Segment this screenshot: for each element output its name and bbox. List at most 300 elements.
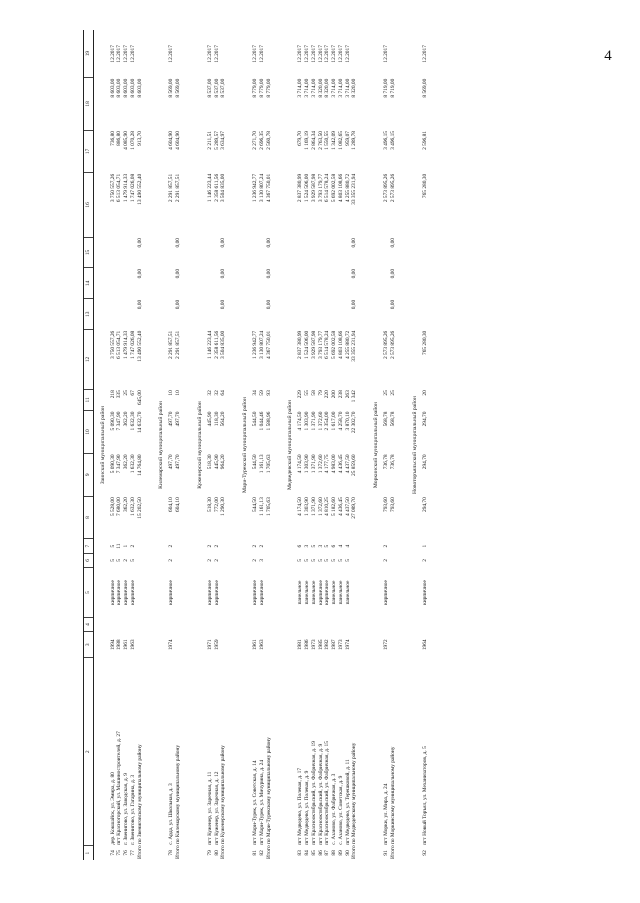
total-cell: 2 291 857,51 (175, 173, 182, 203)
total-cell: 10 (175, 390, 182, 396)
table-cell: пгт Куженер, ул. Заречная, д. 12 (213, 771, 220, 845)
total-cell: 14 632,70 (136, 411, 143, 434)
district-total-row (351, 30, 362, 860)
total-cell: 497,70 (175, 454, 182, 470)
table-cell: 2 (168, 544, 175, 548)
table-cell: 6 513 054,71 (116, 330, 123, 360)
table-cell: 4 (337, 544, 344, 548)
table-cell: панельное (297, 580, 304, 605)
table-cell: 8 719,00 (383, 78, 390, 98)
table-cell: 8 603,00 (116, 78, 123, 98)
table-cell: панельное (344, 580, 351, 605)
table-cell: 12.2017 (109, 45, 116, 63)
table-body (84, 30, 434, 860)
table-cell: 81 (252, 850, 259, 856)
total-cell (137, 30, 148, 78)
district-title: Мари-Турекский муниципальный район (242, 397, 249, 493)
table-cell (338, 268, 345, 299)
table-cell: 4 174,50 (297, 411, 304, 431)
table-cell: 2 596,81 (421, 131, 428, 150)
table-cell: 4 437,50 (344, 454, 351, 474)
table-cell: 544,50 (252, 497, 259, 512)
table-cell (422, 268, 429, 299)
table-cell: 679,70 (297, 131, 304, 146)
table-cell (252, 299, 259, 330)
table-cell: 8 569,00 (421, 78, 428, 98)
total-cell (137, 553, 148, 567)
table-cell: 238 (337, 390, 344, 399)
table-cell (383, 617, 390, 631)
table-cell: дер. Кокшайск, ул. Эмира, д. 80 (109, 772, 116, 845)
total-cell: 13 490 552,40 (136, 173, 143, 205)
table-cell (304, 268, 311, 299)
table-cell: пгт Красногорский, ул. Машиностроителей, д. 27 (116, 731, 123, 845)
table-cell: 12.2017 (252, 45, 259, 63)
table-cell: 1 371,90 (310, 411, 317, 431)
total-cell: 8 719,00 (389, 78, 396, 98)
total-cell (175, 553, 186, 567)
table-cell: пгт Краснооктябрьский, ул. Фабричная, д. 15 (324, 741, 331, 845)
table-cell: 1981 (297, 639, 304, 651)
total-cell (137, 632, 148, 658)
table-cell: 1961 (252, 639, 259, 651)
total-cell: 4 367 750,01 (265, 330, 272, 360)
table-cell: 3 750 557,26 (109, 173, 116, 203)
table-cell (252, 237, 259, 268)
table-cell (338, 617, 345, 631)
table-cell: 7 347,90 (116, 454, 123, 474)
table-cell: 86 (317, 850, 324, 856)
table-row (116, 30, 123, 860)
table-cell: 12.2017 (310, 45, 317, 63)
table-cell: 2 (206, 544, 213, 548)
table-cell: кирпичное (324, 580, 331, 605)
total-cell: 1 588,96 (265, 411, 272, 431)
table-cell: 1 550,55 (324, 131, 331, 150)
table-cell: 5 528,00 (109, 497, 116, 517)
total-cell: 3 504 835,00 (220, 173, 227, 203)
table-cell: 793,60 (383, 497, 390, 512)
table-cell: 1988 (116, 639, 123, 651)
total-cell: 4 604,90 (175, 131, 182, 150)
table-cell: кирпичное (123, 580, 130, 605)
table-cell: 12.2017 (297, 45, 304, 63)
table-cell: 2 (206, 559, 213, 562)
table-cell (110, 268, 117, 299)
column-number: 8 (84, 496, 94, 539)
total-cell: 15 202,50 (136, 497, 143, 519)
table-cell (383, 268, 390, 299)
total-cell (351, 568, 362, 618)
table-cell: 544,50 (252, 411, 259, 427)
table-cell: 2 (168, 559, 175, 562)
table-cell: 8 320,00 (317, 78, 324, 98)
table-cell (297, 617, 304, 631)
table-cell: 5 (129, 559, 136, 562)
district-total-row (266, 30, 277, 860)
table-cell: 362,20 (123, 411, 130, 427)
table-cell: 12.2017 (331, 45, 338, 63)
total-cell: 0,00 (220, 238, 227, 248)
table-cell: 4 604,90 (168, 131, 175, 150)
table-cell: 1 236 942,77 (252, 173, 259, 203)
table-cell: кирпичное (116, 580, 123, 605)
table-cell: кирпичное (129, 580, 136, 605)
table-cell: 4 803 108,66 (337, 173, 344, 203)
total-cell (266, 30, 277, 78)
table-cell: 4 436,45 (337, 497, 344, 517)
table-cell: 7 347,90 (116, 411, 123, 431)
table-cell: панельное (310, 580, 317, 605)
table-cell: 3 496,15 (383, 131, 390, 150)
table-cell: 3 130 807,24 (258, 330, 265, 360)
table-cell (345, 617, 352, 631)
table-cell: 1973 (310, 639, 317, 651)
table-cell: 12.2017 (206, 45, 213, 63)
table-cell (116, 617, 123, 631)
total-cell: 0,00 (351, 268, 358, 279)
total-cell: 3 634,97 (220, 131, 227, 150)
table-cell: 445,90 (213, 454, 220, 470)
table-cell: 91 (383, 850, 390, 856)
total-cell (137, 539, 148, 553)
column-number: 3 (84, 632, 94, 658)
table-cell: 1 372,60 (317, 454, 324, 474)
district-section-header (236, 30, 252, 860)
total-cell: 8 569,00 (175, 78, 182, 98)
table-row (130, 30, 137, 860)
table-cell (214, 299, 221, 330)
table-cell: 1986 (304, 639, 311, 651)
total-cell (220, 617, 231, 631)
table-cell: 362,20 (123, 454, 130, 470)
table-cell: 2 291 857,51 (168, 330, 175, 360)
table-cell: 218 (109, 390, 116, 399)
table-cell: 2 (213, 544, 220, 548)
table-cell: 67 (129, 390, 136, 396)
table-cell: 2 763,50 (317, 131, 324, 150)
table-cell: кирпичное (258, 580, 265, 605)
table-cell: 118,30 (213, 411, 220, 427)
table-cell: 2 (252, 544, 259, 548)
table-cell: 4 174,50 (297, 454, 304, 474)
table-cell: кирпичное (317, 580, 324, 605)
district-title: Куженерский муниципальный район (196, 401, 203, 489)
table-cell: 7 680,00 (116, 497, 123, 517)
table-cell: 2 358 611,56 (213, 173, 220, 202)
total-cell (220, 539, 231, 553)
table-row (345, 30, 352, 860)
table-cell (123, 299, 130, 330)
district-section-header (367, 30, 383, 860)
table-cell (130, 237, 137, 268)
table-cell (338, 299, 345, 330)
table-cell: 78 (168, 850, 175, 856)
table-cell (331, 237, 338, 268)
table-cell: 2 (383, 544, 390, 548)
table-cell: 3 929 587,98 (310, 330, 317, 360)
table-cell: 8 779,00 (252, 78, 259, 98)
table-cell: 8 603,00 (123, 78, 130, 98)
table-cell: 362,20 (123, 497, 130, 512)
total-cell (220, 553, 231, 567)
table-cell: 1 (123, 544, 130, 548)
table-cell: 229 (297, 390, 304, 399)
table-cell: 6 514 578,24 (324, 330, 331, 360)
table-cell (259, 237, 266, 268)
total-cell: 8 779,00 (265, 78, 272, 98)
total-cell (175, 632, 186, 658)
table-cell: кирпичное (168, 580, 175, 605)
table-cell: 2 (129, 544, 136, 548)
total-cell: 0,00 (175, 268, 182, 279)
total-cell: 568,78 (389, 411, 396, 427)
district-total-label: Итого по Звениговскому муниципальному району (136, 744, 143, 859)
table-cell: 1961 (123, 639, 130, 651)
table-cell: 220 (324, 390, 331, 399)
table-cell: 32 (206, 390, 213, 396)
column-number-header (84, 30, 94, 860)
table-cell (110, 617, 117, 631)
total-cell: 2 291 857,51 (175, 330, 182, 360)
table-cell (130, 617, 137, 631)
table-cell: 3 714,00 (304, 78, 311, 98)
table-cell: 4 174,50 (297, 497, 304, 517)
table-cell (324, 237, 331, 268)
table-cell: 12.2017 (317, 45, 324, 63)
total-cell: 1 705,63 (265, 497, 272, 517)
table-cell: 4 437,50 (344, 497, 351, 517)
table-cell (383, 237, 390, 268)
table-row (297, 30, 304, 860)
table-row (207, 30, 214, 860)
table-cell: 4 436,45 (337, 454, 344, 474)
total-cell: 1 290,30 (220, 497, 227, 517)
table-cell: кирпичное (383, 580, 390, 605)
total-cell: 0,00 (389, 268, 396, 279)
table-cell: 294,70 (421, 497, 428, 512)
table-cell: 2 (123, 559, 130, 562)
table-cell (214, 617, 221, 631)
table-cell: 34 (252, 390, 259, 396)
table-cell: с. Арда, ул. Школьная, д. 3 (168, 783, 175, 845)
table-cell: 12.2017 (304, 45, 311, 63)
total-cell: 27 089,70 (351, 497, 358, 519)
table-cell: 1 070,28 (129, 131, 136, 150)
table-row (338, 30, 345, 860)
table-row (252, 30, 259, 860)
table-cell (207, 299, 214, 330)
table-cell: 90 (344, 850, 351, 856)
total-cell (351, 617, 362, 631)
table-cell: 12.2017 (123, 45, 130, 63)
district-total-label: Итого по Моркинскому муниципальному району (389, 746, 396, 859)
table-cell (422, 237, 429, 268)
table-cell: 5 (324, 544, 331, 548)
column-number: 13 (84, 299, 94, 330)
table-cell: 3 (304, 544, 311, 548)
table-cell: 2 354,00 (324, 411, 331, 431)
table-cell: пгт Медведево, ул. Полевая, д. 9 (304, 770, 311, 845)
table-cell: кирпичное (109, 580, 116, 605)
table-cell: 25 (383, 390, 390, 396)
table-cell (318, 299, 325, 330)
column-number: 7 (84, 539, 94, 553)
table-cell: 5 (304, 559, 311, 562)
total-cell (351, 553, 362, 567)
table-cell: 1959 (213, 639, 220, 651)
total-cell (390, 617, 401, 631)
column-number: 11 (84, 389, 94, 410)
total-cell (266, 553, 277, 567)
total-cell (390, 553, 401, 567)
district-total-row (220, 30, 231, 860)
total-cell (351, 539, 362, 553)
district-section-header (93, 30, 109, 860)
table-cell (422, 617, 429, 631)
total-cell: 964,20 (220, 454, 227, 470)
table-cell: пгт Мари-Турек, ул. Мичурина, д. 24 (258, 759, 265, 845)
table-cell: 4 (344, 544, 351, 548)
table-cell: 5 692 002,58 (331, 173, 338, 203)
table-cell: 79 (206, 850, 213, 856)
table-cell: 445,90 (206, 411, 213, 427)
total-cell: 0,00 (220, 268, 227, 279)
total-cell (220, 30, 231, 78)
table-cell (116, 299, 123, 330)
table-cell: 497,70 (168, 454, 175, 470)
table-cell: 3 793 179,77 (317, 330, 324, 360)
table-row (383, 30, 390, 860)
table-cell (324, 268, 331, 299)
table-cell: 2 (258, 544, 265, 548)
table-cell: 5 289,57 (213, 131, 220, 150)
total-cell: 736,78 (389, 454, 396, 470)
table-cell: 1963 (129, 639, 136, 651)
table-cell: панельное (331, 580, 338, 605)
table-cell: 5 (109, 559, 116, 562)
table-cell: 1 632,30 (129, 497, 136, 517)
total-cell: 8 537,00 (220, 78, 227, 98)
table-cell: 5 (116, 559, 123, 562)
table-cell: пгт Краснооктябрьский, ул. Фабричная, д. 9 (317, 743, 324, 845)
table-row (123, 30, 130, 860)
total-cell: 0,00 (220, 299, 227, 310)
table-cell: 2 211,51 (206, 131, 213, 150)
table-cell: г. Звенигово, ул. Заводская, д. 9 (123, 773, 130, 845)
table-cell: 1 161,13 (258, 454, 265, 474)
total-cell (175, 539, 186, 553)
total-cell: 8 320,00 (351, 78, 358, 98)
table-cell (259, 617, 266, 631)
table-row (304, 30, 311, 860)
table-cell: 79 (317, 390, 324, 396)
table-cell (214, 268, 221, 299)
total-cell (175, 617, 186, 631)
total-cell: 3 496,15 (389, 131, 396, 150)
table-cell: 1 371,90 (310, 497, 317, 517)
table-cell: кирпичное (421, 580, 428, 605)
table-cell: пгт Медведево, ул. Полевая, д. 17 (297, 767, 304, 845)
total-cell: 0,00 (265, 238, 272, 248)
table-cell: 335 (116, 390, 123, 399)
table-cell: 8 537,00 (213, 78, 220, 98)
district-total-label: Итого по Медведевскому муниципальному району (351, 742, 358, 859)
total-cell (390, 568, 401, 618)
table-cell: 1 082,65 (337, 131, 344, 150)
table-cell: 3 714,00 (331, 78, 338, 98)
table-cell: 8 603,00 (109, 78, 116, 98)
total-cell (351, 30, 362, 78)
table-cell: 5 (337, 559, 344, 562)
total-cell: 645,00 (136, 390, 143, 406)
column-number: 4 (84, 617, 94, 631)
table-cell: кирпичное (252, 580, 259, 605)
table-cell: 544,50 (252, 454, 259, 470)
table-cell (259, 299, 266, 330)
table-cell: 1 146 223,44 (206, 173, 213, 203)
total-cell: 0,00 (136, 268, 143, 279)
table-cell: 12.2017 (324, 45, 331, 63)
table-cell: 1964 (421, 639, 428, 651)
table-cell: 2 (421, 559, 428, 562)
table-cell (130, 268, 137, 299)
table-cell: 1987 (331, 639, 338, 651)
table-cell: 12.2017 (168, 45, 175, 63)
table-cell: 87 (324, 850, 331, 856)
table-cell: 6 (331, 544, 338, 548)
table-cell: 1 479 914,33 (123, 173, 130, 203)
table-cell: 1963 (258, 639, 265, 651)
table-row (259, 30, 266, 860)
table-cell: 4 983,00 (331, 454, 338, 474)
total-cell: 0,00 (136, 299, 143, 310)
total-cell: 33 355 231,94 (351, 330, 358, 362)
table-cell: 8 603,00 (129, 78, 136, 98)
table-row (318, 30, 325, 860)
district-title: Заинский муниципальный район (99, 405, 106, 485)
table-cell (168, 237, 175, 268)
district-total-row (175, 30, 186, 860)
table-cell: с. Азаново, ул. Советская, д. 9 (337, 775, 344, 845)
table-row (331, 30, 338, 860)
housing-register-table (83, 30, 433, 860)
table-cell: 1971 (206, 639, 213, 651)
table-cell (304, 299, 311, 330)
table-cell: 12.2017 (116, 45, 123, 63)
table-cell (304, 617, 311, 631)
table-cell: 8 320,00 (324, 78, 331, 98)
table-cell (422, 299, 429, 330)
table-cell: 518,30 (206, 497, 213, 512)
table-cell: 1 524 506,00 (304, 173, 311, 203)
table-cell: 3 714,00 (310, 78, 317, 98)
table-cell: 4 177,75 (324, 454, 331, 474)
table-cell (123, 617, 130, 631)
total-cell (390, 30, 401, 78)
total-cell: 13 490 552,40 (136, 330, 143, 362)
total-cell: 793,60 (389, 497, 396, 512)
table-cell: 3 929 587,98 (310, 173, 317, 203)
total-cell: 564,20 (220, 411, 227, 427)
total-cell: 3 504 835,00 (220, 330, 227, 360)
table-cell: 5 090,30 (109, 411, 116, 431)
table-cell: г. Звенигово, ул. Гагарина, д. 3 (129, 774, 136, 845)
table-cell (123, 237, 130, 268)
district-section-header (152, 30, 168, 860)
table-row (311, 30, 318, 860)
table-cell: 84 (304, 850, 311, 856)
